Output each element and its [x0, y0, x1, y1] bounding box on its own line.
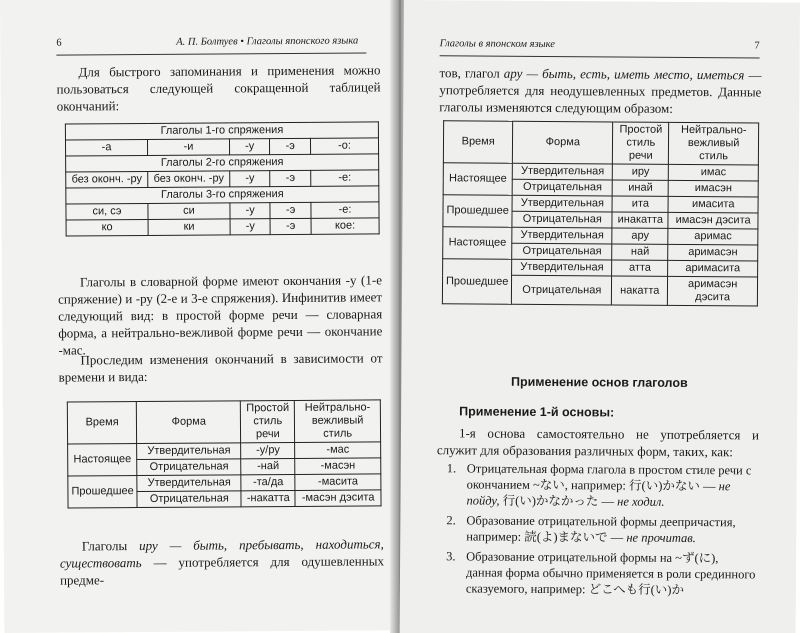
right-page — [400, 0, 800, 633]
table-cell: -най — [241, 458, 295, 474]
text-run: — употребляется для одушевленных предме- — [59, 553, 384, 588]
text-run: тов, глагол — [439, 65, 504, 81]
list-item — [446, 460, 758, 510]
col-header: Время — [443, 121, 513, 163]
form-neg: Отрицательная — [512, 179, 612, 196]
group1-title: Глаголы 1-го спряжения — [65, 122, 378, 140]
text-run: Отрицательная форма глагола в простом стиле речи с окончанием ~ない, например: 行(い)かない — — [466, 461, 752, 494]
form-neg: Отрицательная — [512, 275, 612, 305]
intro-paragraph: Для быстрого запоминания и применения можно пользоваться следующей сокращенной таблицей окончаний: — [56, 62, 381, 114]
paragraph-aru — [439, 64, 761, 117]
item-number: 2. — [446, 513, 456, 528]
table-cell: -масита — [295, 474, 381, 491]
form-affirm: Утвердительная — [512, 227, 612, 244]
table-cell: -у/ру — [241, 442, 295, 458]
text-run-italic: не прочитав. — [626, 530, 696, 546]
running-title: Глаголы в японском языке — [439, 38, 556, 51]
tense-past: Прошедшее — [442, 259, 512, 304]
table-cell: инай — [612, 180, 668, 196]
table-cell: най — [612, 244, 668, 260]
section-heading: Применение основ глаголов — [510, 374, 688, 390]
table-cell: без оконч. -ру — [148, 171, 230, 188]
list-item — [446, 512, 758, 546]
table-cell: аримас — [668, 228, 758, 245]
text-run-italic: ару — быть, есть, иметь место, иметься — [503, 65, 745, 83]
col-header: Время — [67, 402, 137, 444]
paragraph-tense: Проследим изменения окончаний в зависимости от времени и вида: — [58, 350, 383, 385]
group3-title: Глаголы 3-го спряжения — [66, 186, 379, 204]
table-cell: иру — [613, 164, 669, 180]
table-cell: -е: — [311, 170, 379, 186]
tense-present: Настоящее — [443, 163, 513, 195]
paragraph-iru — [60, 535, 384, 588]
table-cell: ита — [612, 196, 668, 212]
form-neg: Отрицательная — [137, 459, 241, 476]
running-head — [56, 35, 366, 53]
table-cell: -а — [65, 139, 147, 156]
tense-present: Настоящее — [443, 227, 513, 259]
table-cell: -та/да — [241, 474, 295, 490]
table-cell: -и — [147, 139, 229, 156]
text-run-italic: иру — быть, пребывать, находиться, существовать — [59, 536, 384, 571]
col-header: Простой стиль речи — [613, 122, 669, 164]
form-neg: Отрицательная — [512, 211, 612, 228]
table-cell: имасэн — [668, 180, 758, 197]
text-run: — употребляется для неодушевленных предметов. Данные глаголы изменяются следующим образом: — [439, 67, 762, 116]
table-cell: си — [148, 203, 230, 220]
table-cell: -о: — [310, 138, 378, 154]
table-cell: -накатта — [241, 490, 295, 506]
page-number: 7 — [754, 40, 760, 52]
sub-heading: Применение 1-й основы: — [459, 404, 615, 420]
form-affirm: Утвердительная — [137, 443, 241, 460]
text-run-italic: не пойду, — [466, 479, 731, 508]
table-cell: -у — [230, 219, 270, 235]
text-run: Глаголы — [81, 538, 140, 554]
table-cell: си, сэ — [66, 203, 148, 220]
text-run: Образование отрицательной формы на ~ず(に), данная форма обычно применяется в роли срединного сказуемого, например: どこへも行(い)か — [465, 549, 756, 597]
col-header: Нейтрально-вежливый стиль — [295, 400, 381, 443]
running-title: А. П. Болтуев • Глаголы японского языка — [176, 35, 359, 48]
item-number: 1. — [446, 461, 457, 476]
form-neg: Отрицательная — [137, 491, 241, 508]
running-head — [440, 38, 760, 56]
usage-list — [446, 460, 759, 602]
table-cell: ко — [66, 219, 148, 236]
form-affirm: Утвердительная — [512, 195, 612, 212]
table-cell: -э — [270, 202, 311, 218]
tense-table — [67, 399, 382, 508]
table-cell: -масэн — [295, 458, 381, 475]
table-cell: аримасэн — [668, 244, 758, 261]
table-cell: -мас — [295, 442, 381, 459]
table-cell: -у — [229, 139, 269, 155]
table-cell: без оконч. -ру — [66, 171, 148, 188]
tense-past: Прошедшее — [68, 476, 138, 508]
col-header: Форма — [137, 401, 241, 444]
table-cell: имасэн дэсита — [668, 212, 758, 229]
table-cell: -масэн дэсита — [295, 490, 381, 507]
table-cell: -е: — [311, 202, 379, 218]
table-cell: -э — [270, 138, 311, 154]
tense-past: Прошедшее — [443, 195, 513, 227]
table-cell: ару — [612, 228, 668, 244]
paragraph-endings: Глаголы в словарной форме имеют окончания -у (1-е спряжение) и -ру (2-е и 3-е спряжения). Инфинитив имеет следующий вид: в простой форме речи — словарная форма, а нейтрально-вежливой форме речи — окончание -мас. — [58, 272, 383, 358]
verb-table — [442, 120, 759, 306]
paragraph-first-stem: 1-я основа самостоятельно не употребляется и служит для образования различных форм, таких, как: — [436, 425, 760, 460]
table-cell: накатта — [612, 276, 668, 305]
tense-present: Настоящее — [68, 444, 138, 476]
table-cell: инакатта — [612, 212, 668, 228]
table-cell: -э — [270, 218, 311, 234]
table-cell: имас — [669, 164, 759, 181]
table-cell: -э — [270, 170, 311, 186]
page-number: 6 — [56, 37, 62, 49]
endings-table — [65, 121, 380, 236]
col-header: Форма — [513, 121, 613, 164]
form-affirm: Утвердительная — [513, 163, 613, 180]
col-header: Простой стиль речи — [241, 400, 295, 442]
item-number: 3. — [446, 549, 456, 564]
text-run: Образование отрицательной формы деепричастия, например: 読(よ)まないで — — [466, 513, 736, 545]
form-neg: Отрицательная — [512, 243, 612, 260]
form-affirm: Утвердительная — [512, 259, 612, 276]
table-cell: -у — [230, 203, 270, 219]
col-header: Нейтрально-вежливый стиль — [669, 122, 759, 165]
group2-title: Глаголы 2-го спряжения — [66, 154, 379, 172]
table-cell: аримасита — [668, 260, 758, 277]
table-cell: -у — [230, 171, 270, 187]
table-cell: ки — [148, 219, 230, 236]
table-cell: аримасэн дэсита — [668, 276, 758, 306]
form-affirm: Утвердительная — [137, 475, 241, 492]
table-cell: кое: — [311, 218, 379, 234]
text-run-italic: не ходил. — [617, 494, 665, 509]
table-cell: имасита — [668, 196, 758, 213]
list-item — [446, 548, 758, 598]
table-cell: атта — [612, 260, 668, 276]
text-run: 行(い)かなかった — — [499, 493, 618, 509]
